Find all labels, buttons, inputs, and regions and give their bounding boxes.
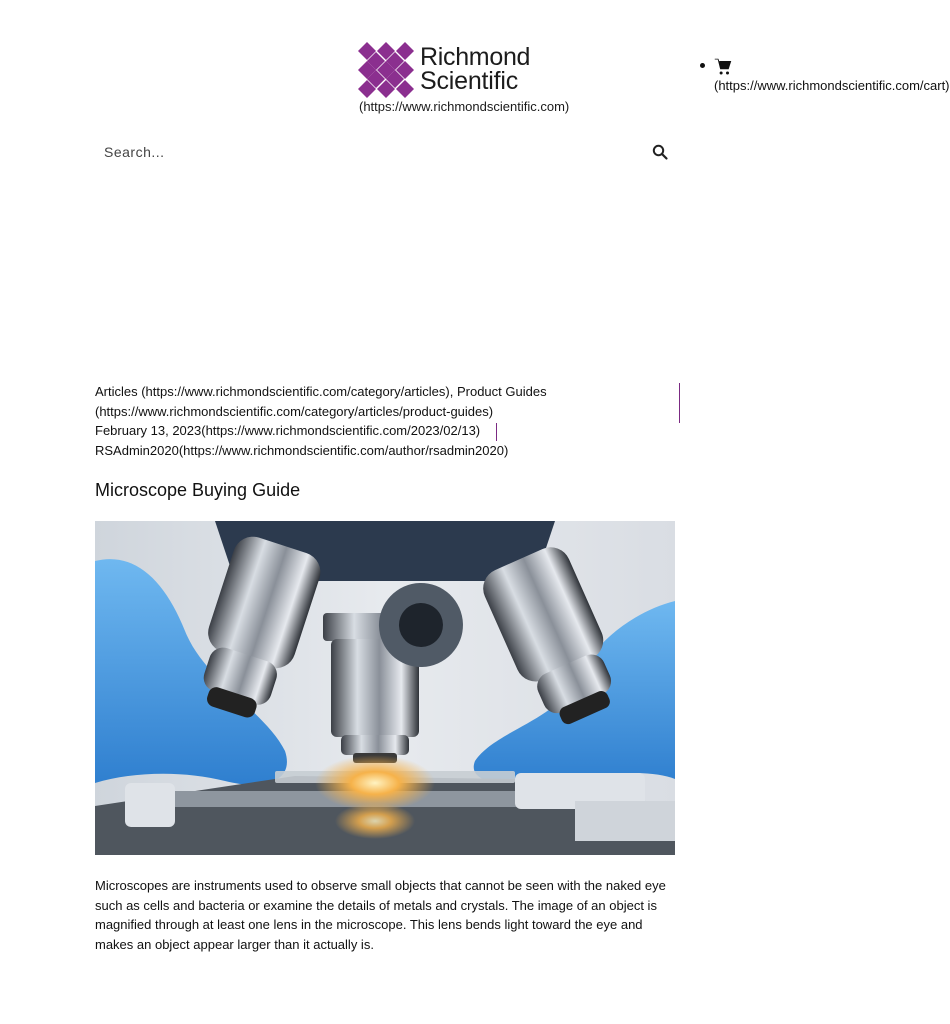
search-input[interactable]: [95, 134, 680, 170]
article-title: Microscope Buying Guide: [95, 480, 301, 500]
cart-url-link[interactable]: (https://www.richmondscientific.com/cart): [714, 78, 950, 93]
cart-icon[interactable]: [714, 58, 732, 76]
category-url-product-guides[interactable]: (https://www.richmondscientific.com/category/articles/product-guides): [95, 403, 494, 419]
category-link-articles[interactable]: Articles (https://www.richmondscientific.com/category/articles): [95, 384, 450, 399]
list-bullet: [700, 63, 705, 68]
meta-divider: [496, 423, 497, 441]
logo-wordmark: [420, 45, 530, 94]
logo-url-text: (https://www.richmondscientific.com): [359, 99, 570, 114]
search-icon[interactable]: [652, 144, 668, 160]
search-bar: [95, 134, 680, 170]
post-date-link[interactable]: February 13, 2023(https://www.richmondscientific.com/2023/02/13): [95, 423, 481, 438]
category-separator: ,: [449, 384, 454, 399]
category-link-product-guides[interactable]: Product Guides: [456, 384, 547, 399]
microscope-photo-image: [95, 521, 675, 855]
article-hero-image: [95, 521, 675, 855]
article-intro: Microscopes are instruments used to observe small objects that cannot be seen with the naked eye such as cells and bacteria or examine the details of metals and crystals. The image of an object is magnified through at least one lens in the microscope. This lens bends light toward the eye and makes an object appear larger than it actually is.: [95, 878, 666, 952]
logo-word-scientific: Scientific: [420, 67, 519, 95]
post-meta: [95, 382, 695, 460]
logo-word-richmond: Richmond: [420, 43, 531, 71]
post-author-link[interactable]: RSAdmin2020(https://www.richmondscientific.com/author/rsadmin2020): [95, 442, 509, 458]
logo-mark-icon: [358, 42, 414, 98]
cart-menu-item[interactable]: [698, 58, 950, 98]
meta-divider: [679, 383, 680, 423]
post-categories: [95, 382, 695, 402]
